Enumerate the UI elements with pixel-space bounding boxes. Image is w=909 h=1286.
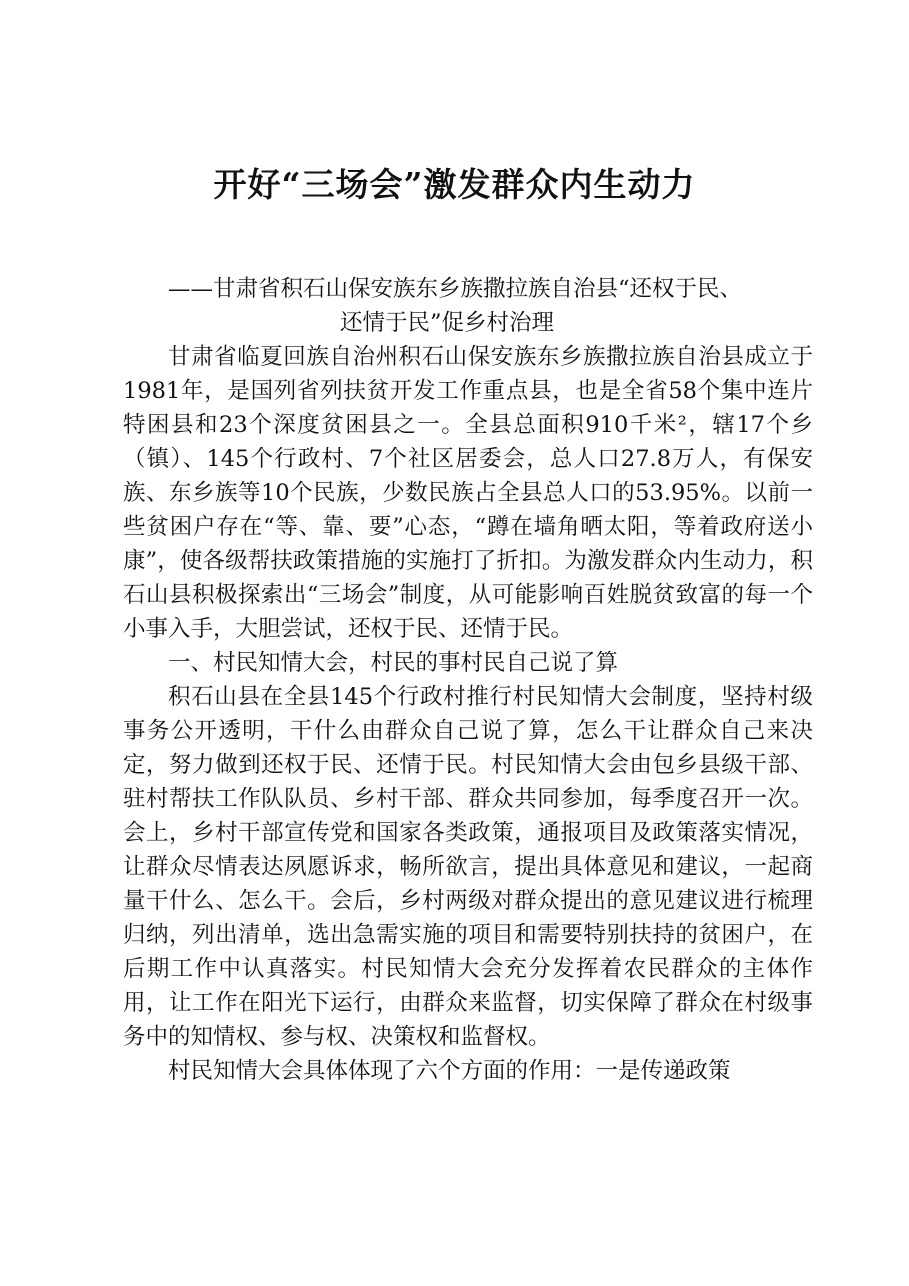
subtitle-line-2: 还情于民”促乡村治理 — [340, 310, 555, 336]
document-subtitle — [123, 272, 813, 340]
document-body — [123, 272, 813, 1088]
section-heading-1: 一、村民知情大会，村民的事村民自己说了算 — [168, 650, 619, 676]
paragraph-intro: 甘肃省临夏回族自治州积石山保安族东乡族撒拉族自治县成立于1981年，是国列省列扶贫开发工作重点县，也是全省58个集中连片特困县和23个深度贫困县之一。全县总面积910千米²，辖17个乡（镇）、145个行政村、7个社区居委会，总人口27.8万人，有保安族、东乡族等10个民族，少数民族占全县总人口的53.95%。以前一些贫困户存在“等、靠、要”心态，“蹲在墙角晒太阳，等着政府送小康”，使各级帮扶政策措施的实施打了折扣。为激发群众内生动力，积石山县积极探索出“三场会”制度，从可能影响百姓脱贫致富的每一个小事入手，大胆尝试，还权于民、还情于民。 — [123, 344, 813, 642]
document-title: 开好“三场会”激发群众内生动力 — [213, 165, 696, 204]
paragraph-six-functions: 村民知情大会具体体现了六个方面的作用：一是传递政策 — [168, 1058, 731, 1084]
subtitle-line-1: ——甘肃省积石山保安族东乡族撒拉族自治县“还权于民、 — [168, 276, 743, 302]
paragraph-section-1: 积石山县在全县145个行政村推行村民知情大会制度，坚持村级事务公开透明，干什么由群众自己说了算，怎么干让群众自己来决定，努力做到还权于民、还情于民。村民知情大会由包乡县级干部、驻村帮扶工作队队员、乡村干部、群众共同参加，每季度召开一次。会上，乡村干部宣传党和国家各类政策，通报项目及政策落实情况，让群众尽情表达夙愿诉求，畅所欲言，提出具体意见和建议，一起商量干什么、怎么干。会后，乡村两级对群众提出的意见建议进行梳理归纳，列出清单，选出急需实施的项目和需要特别扶持的贫困户，在后期工作中认真落实。村民知情大会充分发挥着农民群众的主体作用，让工作在阳光下运行，由群众来监督，切实保障了群众在村级事务中的知情权、参与权、决策权和监督权。 — [123, 684, 813, 1050]
